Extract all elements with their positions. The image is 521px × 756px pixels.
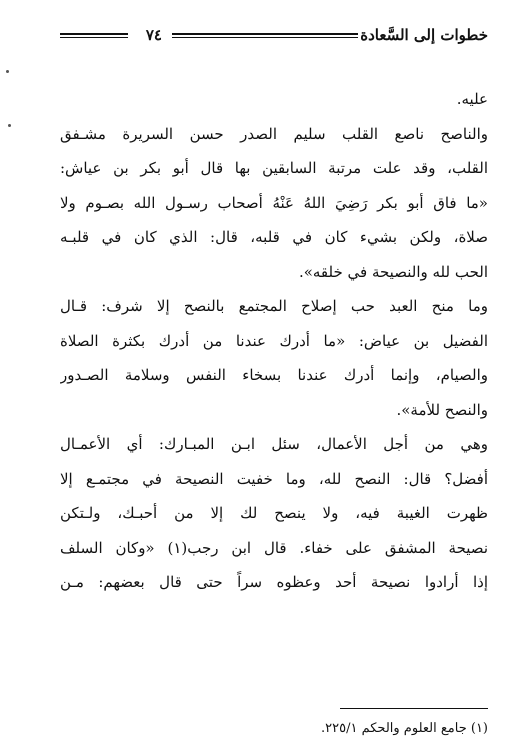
footnote-separator: [340, 708, 488, 709]
text-line: أفضل؟ قال: النصح لله، وما خفيت النصيحة في مجتمـع إلا: [60, 469, 488, 488]
header-title: خطوات إلى السَّعادة: [360, 26, 488, 44]
text-line: صلاة، ولكن بشيء كان في قلبه، قال: الذي كان في قلبـه: [60, 228, 488, 246]
running-header: [60, 22, 488, 48]
text-line: نصيحة المشفق على خفاء. قال ابن رجب(١) «وكان السلف: [60, 538, 488, 557]
scan-speck: [8, 124, 11, 127]
text-line: الحب لله والنصيحة في خلقه».: [298, 262, 488, 281]
text-line: والنصح للأمة».: [396, 400, 488, 419]
text-line: ظهرت الغيبة فيه، ولا ينصح لك إلا من أحبـك، ولـتكن: [60, 504, 488, 522]
header-rule-left: [60, 33, 128, 38]
page-number: ٧٤: [145, 26, 162, 44]
text-line: والصيام، وإنما أدرك عندنا بسخاء النفس وسلامة الصـدور: [60, 366, 488, 384]
text-line: والناصح ناصع القلب سليم الصدر حسن السريرة مشـفق: [60, 124, 488, 143]
text-line: «ما فاق أبو بكر رَضِيَ اللهُ عَنْهُ أصحاب رسـول الله بصـوم ولا: [60, 193, 488, 212]
text-line: القلب، وقد علت مرتبة السابقين بها قال أبو بكر بن عياش:: [60, 159, 488, 177]
text-line: الفضيل بن عياض: «ما أدرك عندنا من أدرك بكثرة الصلاة: [60, 331, 488, 350]
footnote: (١) جامع العلوم والحكم ٢٢٥/١.: [321, 721, 488, 736]
body-text: [60, 82, 488, 600]
header-rule-right: [172, 33, 358, 38]
scan-speck: [6, 70, 9, 73]
text-line: عليه.: [456, 90, 488, 108]
text-line: إذا أرادوا نصيحة أحد وعظوه سراً حتى قال بعضهم: مـن: [60, 573, 488, 591]
text-line: وهي من أجل الأعمال، سئل ابـن المبـارك: أي الأعمـال: [60, 435, 488, 453]
text-line: وما منح العبد حب إصلاح المجتمع بالنصح إلا شرف: قـال: [60, 297, 488, 315]
